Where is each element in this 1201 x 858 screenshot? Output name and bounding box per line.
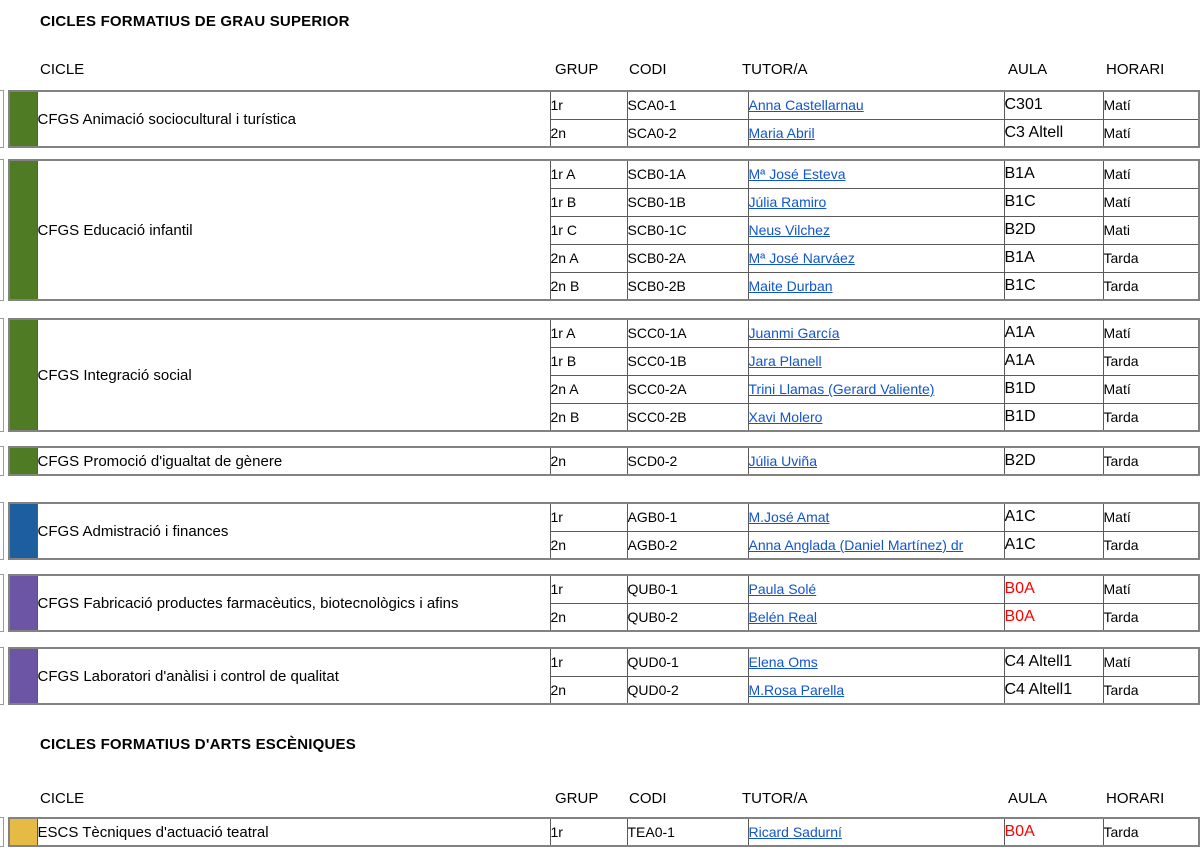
- horari-cell: Matí: [1103, 648, 1199, 676]
- aula-value-alert: B0A: [1004, 580, 1035, 598]
- grup-cell: 2n: [550, 531, 627, 559]
- tutor-cell: [748, 531, 1004, 559]
- aula-value: B1A: [1004, 165, 1035, 183]
- codi-cell: SCA0-1: [627, 91, 748, 119]
- aula-cell: [1004, 447, 1103, 475]
- aula-cell: [1004, 575, 1103, 603]
- aula-value-alert: B0A: [1004, 823, 1035, 840]
- grup-cell: 2n: [550, 119, 627, 147]
- horari-cell: Tarda: [1103, 403, 1199, 431]
- tutor-cell: [748, 676, 1004, 704]
- tutor-cell: [748, 403, 1004, 431]
- aula-cell: [1004, 347, 1103, 375]
- horari-cell: Mati: [1103, 216, 1199, 244]
- cycle-group: [0, 90, 1201, 148]
- cycle-table: [8, 90, 1200, 148]
- aula-value: C4 Altell1: [1004, 653, 1073, 671]
- tutor-cell: [748, 575, 1004, 603]
- cycle-name: CFGS Educació infantil: [37, 160, 550, 300]
- aula-cell: [1004, 676, 1103, 704]
- cut-column-edge: [0, 318, 4, 432]
- horari-cell: Matí: [1103, 575, 1199, 603]
- tutor-link[interactable]: Júlia Uviña: [748, 453, 817, 469]
- cycle-color-bar: [9, 503, 37, 559]
- aula-value: C301: [1004, 96, 1043, 114]
- grup-cell: 1r B: [550, 347, 627, 375]
- tutor-link[interactable]: Trini Llamas (Gerard Valiente): [748, 381, 935, 397]
- cut-column-edge: [0, 817, 4, 847]
- aula-value: B1D: [1004, 407, 1036, 425]
- aula-cell: [1004, 375, 1103, 403]
- cut-column-edge: [0, 159, 4, 301]
- tutor-cell: [748, 91, 1004, 119]
- cycle-table: [8, 159, 1200, 301]
- horari-cell: Matí: [1103, 375, 1199, 403]
- groups-arts-esceniques: [0, 817, 1201, 847]
- cycle-table: [8, 817, 1200, 847]
- grup-cell: 1r: [550, 818, 627, 846]
- horari-cell: Tarda: [1103, 603, 1199, 631]
- codi-cell: AGB0-2: [627, 531, 748, 559]
- cut-column-edge: [0, 502, 4, 560]
- grup-cell: 1r C: [550, 216, 627, 244]
- cycle-table: [8, 502, 1200, 560]
- codi-cell: SCC0-2A: [627, 375, 748, 403]
- tutor-link[interactable]: Anna Anglada (Daniel Martínez) dr: [748, 536, 964, 553]
- grup-cell: 1r A: [550, 160, 627, 188]
- tutor-link[interactable]: Anna Castellarnau: [748, 97, 864, 114]
- tutor-link[interactable]: Paula Solé: [748, 581, 817, 598]
- grup-cell: 2n: [550, 603, 627, 631]
- column-header-row-2: [0, 790, 1201, 808]
- codi-cell: QUD0-2: [627, 676, 748, 704]
- tutor-cell: [748, 375, 1004, 403]
- aula-cell: [1004, 603, 1103, 631]
- aula-cell: [1004, 403, 1103, 431]
- tutor-link[interactable]: Maria Abril: [748, 124, 815, 141]
- cycle-group: [0, 574, 1201, 632]
- cycle-group: [0, 502, 1201, 560]
- tutor-cell: [748, 272, 1004, 300]
- grup-cell: 2n B: [550, 272, 627, 300]
- tutor-link[interactable]: Neus Vilchez: [748, 222, 830, 238]
- col-header-aula: AULA: [1008, 61, 1048, 78]
- aula-value: B1C: [1004, 193, 1036, 210]
- cycle-color-bar: [9, 575, 37, 631]
- cut-column-edge: [0, 446, 4, 476]
- horari-cell: Tarda: [1103, 818, 1199, 846]
- horari-cell: Tarda: [1103, 447, 1199, 475]
- tutor-cell: [748, 160, 1004, 188]
- codi-cell: SCC0-2B: [627, 403, 748, 431]
- cycle-group: [0, 817, 1201, 847]
- tutor-cell: [748, 347, 1004, 375]
- aula-cell: [1004, 216, 1103, 244]
- codi-cell: SCD0-2: [627, 447, 748, 475]
- cycle-color-bar: [9, 818, 37, 846]
- cycle-name: CFGS Integració social: [37, 319, 550, 431]
- tutor-cell: [748, 319, 1004, 347]
- horari-cell: Matí: [1103, 91, 1199, 119]
- col-header-tutor: TUTOR/A: [742, 790, 808, 807]
- aula-value: B1D: [1004, 380, 1036, 397]
- col-header-horari: HORARI: [1106, 61, 1165, 78]
- horari-cell: Tarda: [1103, 347, 1199, 375]
- aula-cell: [1004, 531, 1103, 559]
- aula-value-alert: B0A: [1004, 607, 1035, 625]
- col-header-cicle: CICLE: [40, 790, 85, 807]
- aula-cell: [1004, 648, 1103, 676]
- tutor-cell: [748, 503, 1004, 531]
- tutor-cell: [748, 119, 1004, 147]
- aula-value: A1A: [1004, 324, 1035, 342]
- codi-cell: SCB0-2B: [627, 272, 748, 300]
- aula-cell: [1004, 272, 1103, 300]
- codi-cell: SCC0-1A: [627, 319, 748, 347]
- horari-cell: Tarda: [1103, 272, 1199, 300]
- cycle-name: CFGS Promoció d'igualtat de gènere: [37, 447, 550, 475]
- aula-value: B1C: [1004, 276, 1036, 294]
- grup-cell: 2n: [550, 676, 627, 704]
- aula-cell: [1004, 188, 1103, 216]
- tutor-cell: [748, 447, 1004, 475]
- codi-cell: SCB0-2A: [627, 244, 748, 272]
- col-header-horari: HORARI: [1106, 790, 1165, 807]
- cycle-name: ESCS Tècniques d'actuació teatral: [37, 818, 550, 846]
- cycle-group: [0, 318, 1201, 432]
- tutor-link[interactable]: Mª José Esteva: [748, 166, 846, 183]
- aula-value: C3 Altell: [1004, 123, 1064, 141]
- groups-grau-superior: [0, 90, 1201, 705]
- tutor-cell: [748, 244, 1004, 272]
- tutor-link[interactable]: Elena Oms: [748, 654, 818, 671]
- aula-value: A1C: [1004, 535, 1036, 553]
- tutor-cell: [748, 818, 1004, 846]
- codi-cell: QUB0-2: [627, 603, 748, 631]
- aula-cell: [1004, 503, 1103, 531]
- aula-cell: [1004, 244, 1103, 272]
- col-header-aula: AULA: [1008, 790, 1048, 807]
- horari-cell: Tarda: [1103, 531, 1199, 559]
- column-header-row-1: [0, 61, 1201, 79]
- aula-cell: [1004, 319, 1103, 347]
- aula-cell: [1004, 818, 1103, 846]
- codi-cell: SCB0-1C: [627, 216, 748, 244]
- cycle-group: [0, 446, 1201, 476]
- tutor-link[interactable]: Maite Durban: [748, 277, 833, 294]
- tutor-link[interactable]: Ricard Sadurní: [748, 824, 842, 840]
- cycle-table: [8, 318, 1200, 432]
- col-header-tutor: TUTOR/A: [742, 61, 808, 78]
- horari-cell: Matí: [1103, 188, 1199, 216]
- tutor-link[interactable]: Juanmi García: [748, 325, 840, 342]
- aula-value: A1A: [1004, 352, 1035, 369]
- tutor-cell: [748, 188, 1004, 216]
- cut-column-edge: [0, 647, 4, 705]
- tutor-link[interactable]: M.Rosa Parella: [748, 681, 845, 698]
- col-header-grup: GRUP: [555, 790, 599, 807]
- col-header-codi: CODI: [629, 61, 667, 78]
- aula-value: B2D: [1004, 452, 1036, 469]
- cut-column-edge: [0, 90, 4, 148]
- codi-cell: QUB0-1: [627, 575, 748, 603]
- section-title-arts-esceniques: CICLES FORMATIUS D'ARTS ESCÈNIQUES: [40, 736, 356, 753]
- grup-cell: 1r: [550, 575, 627, 603]
- aula-value: C4 Altell1: [1004, 680, 1073, 698]
- codi-cell: TEA0-1: [627, 818, 748, 846]
- cycle-table: [8, 647, 1200, 705]
- grup-cell: 2n B: [550, 403, 627, 431]
- aula-value: B1A: [1004, 249, 1035, 266]
- horari-cell: Matí: [1103, 503, 1199, 531]
- cycle-name: CFGS Laboratori d'anàlisi i control de qualitat: [37, 648, 550, 704]
- aula-cell: [1004, 160, 1103, 188]
- cut-column-edge: [0, 574, 4, 632]
- tutor-link[interactable]: Júlia Ramiro: [748, 194, 827, 210]
- aula-cell: [1004, 119, 1103, 147]
- cycle-color-bar: [9, 319, 37, 431]
- codi-cell: SCB0-1A: [627, 160, 748, 188]
- tutor-link[interactable]: M.José Amat: [748, 509, 830, 526]
- codi-cell: SCA0-2: [627, 119, 748, 147]
- cycle-color-bar: [9, 447, 37, 475]
- grup-cell: 2n A: [550, 244, 627, 272]
- codi-cell: AGB0-1: [627, 503, 748, 531]
- tutor-link[interactable]: Mª José Narváez: [748, 250, 855, 266]
- cycle-color-bar: [9, 91, 37, 147]
- grup-cell: 1r B: [550, 188, 627, 216]
- cycle-color-bar: [9, 160, 37, 300]
- col-header-codi: CODI: [629, 790, 667, 807]
- grup-cell: 1r: [550, 503, 627, 531]
- horari-cell: Matí: [1103, 160, 1199, 188]
- grup-cell: 1r: [550, 648, 627, 676]
- horari-cell: Matí: [1103, 119, 1199, 147]
- col-header-grup: GRUP: [555, 61, 599, 78]
- cycle-group: [0, 647, 1201, 705]
- cycle-name: CFGS Fabricació productes farmacèutics, biotecnològics i afins: [37, 575, 550, 631]
- cycle-color-bar: [9, 648, 37, 704]
- col-header-cicle: CICLE: [40, 61, 85, 78]
- section-title-grau-superior: CICLES FORMATIUS DE GRAU SUPERIOR: [40, 13, 350, 30]
- tutor-link[interactable]: Xavi Molero: [748, 408, 823, 425]
- aula-value: B2D: [1004, 221, 1036, 238]
- cycle-name: CFGS Admistració i finances: [37, 503, 550, 559]
- horari-cell: Tarda: [1103, 676, 1199, 704]
- tutor-cell: [748, 648, 1004, 676]
- tutor-link[interactable]: Jara Planell: [748, 353, 822, 369]
- tutor-link[interactable]: Belén Real: [748, 608, 817, 625]
- horari-cell: Matí: [1103, 319, 1199, 347]
- aula-cell: [1004, 91, 1103, 119]
- cycle-group: [0, 159, 1201, 301]
- cycle-table: [8, 446, 1200, 476]
- cycle-name: CFGS Animació sociocultural i turística: [37, 91, 550, 147]
- grup-cell: 2n: [550, 447, 627, 475]
- codi-cell: SCB0-1B: [627, 188, 748, 216]
- grup-cell: 2n A: [550, 375, 627, 403]
- tutor-cell: [748, 603, 1004, 631]
- tutor-cell: [748, 216, 1004, 244]
- codi-cell: QUD0-1: [627, 648, 748, 676]
- grup-cell: 1r: [550, 91, 627, 119]
- horari-cell: Tarda: [1103, 244, 1199, 272]
- aula-value: A1C: [1004, 508, 1036, 526]
- codi-cell: SCC0-1B: [627, 347, 748, 375]
- cycle-table: [8, 574, 1200, 632]
- grup-cell: 1r A: [550, 319, 627, 347]
